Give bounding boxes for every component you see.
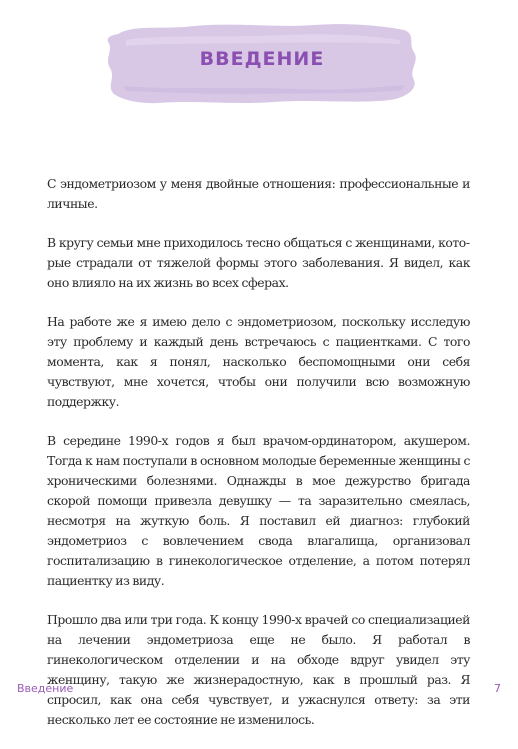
chapter-header — [104, 20, 420, 106]
running-footer-section: Введение — [17, 682, 74, 695]
page-number: 7 — [494, 682, 501, 695]
paragraph: В кругу семьи мне приходилось тесно общаться с женщинами, которые страдали от тяжелой формы этого заболевания. Я видел, как оно влияло на их жизнь во всех сферах. — [47, 235, 470, 290]
paragraph: На работе же я имею дело с эндометриозом, поскольку исследую эту проблему и каждый день встречаюсь с пациентками. С того момента, как я понял, насколько беспомощными они себя чувствуют, мне хочется, чтобы они получили всю возможную поддержку. — [47, 314, 470, 409]
paragraph: С эндометриозом у меня двойные отношения: профессиональные и личные. — [47, 176, 470, 211]
paragraph: В середине 1990-х годов я был врачом-ординатором, акушером. Тогда к нам поступали в основном молодые беременные женщины с хроническими болезнями. Однажды в мое дежурство бригада скорой помощи привезла девушку — та заразительно смеялась, несмотря на жуткую боль. Я поставил ей диагноз: глубокий эндометриоз с вовлечением свода влагалища, организовал госпитализацию в гинекологическое отделение, а потом потерял пациентку из виду. — [47, 433, 470, 588]
page-title: ВВЕДЕНИЕ — [199, 48, 325, 70]
paragraph: Прошло два или три года. К концу 1990-х врачей со специализацией на лечении эндометриоза еще не было. Я работал в гинекологическом отделении и на обходе вдруг увидел эту женщину, такую же жизнерадостную, как в прошлый раз. Я спросил, как она себя чувствует, и ужаснулся ответу: за эти несколько лет ее состояние не изменилось. — [47, 612, 470, 727]
body-text — [47, 174, 470, 749]
